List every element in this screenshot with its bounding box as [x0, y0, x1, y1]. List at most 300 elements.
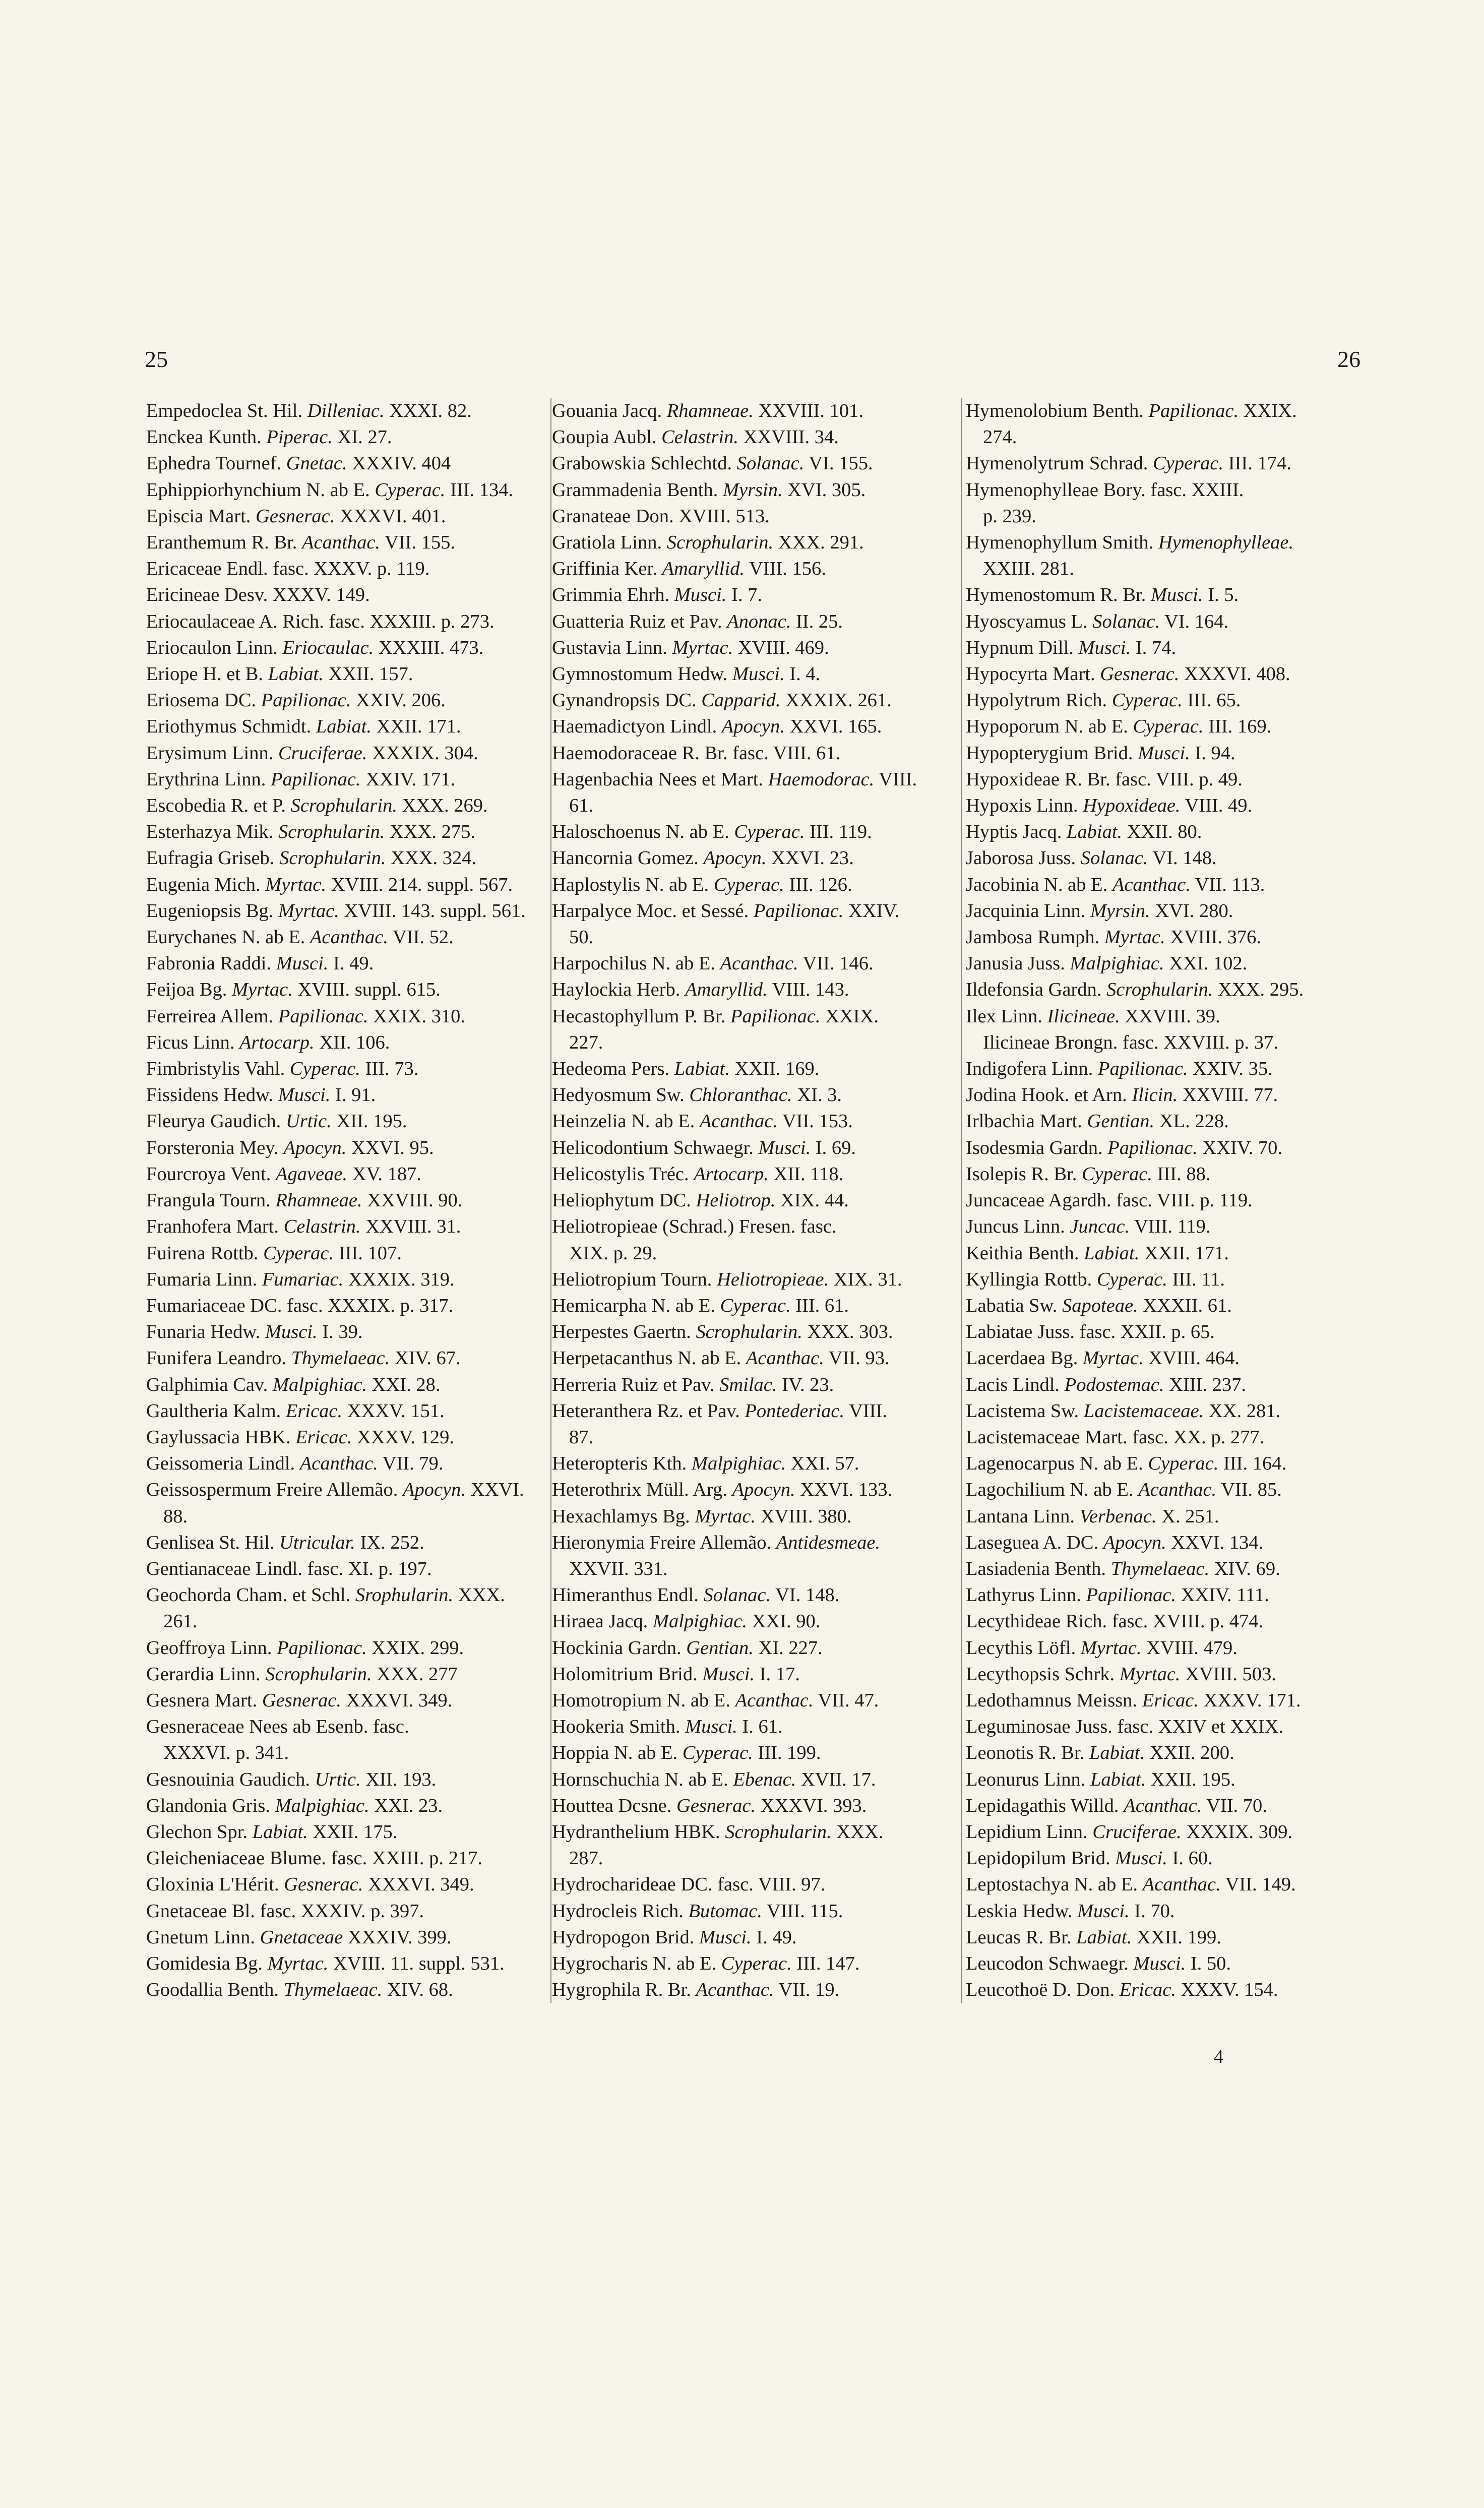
entry-text: 287. [569, 1848, 603, 1869]
entry-text: XXXVI. 401. [335, 505, 446, 527]
entry-text: XXII. 80. [1122, 821, 1202, 843]
index-entry [146, 950, 544, 976]
entry-text: XXIX. [1239, 400, 1297, 421]
entry-text: Lacis Lindl. [966, 1374, 1065, 1395]
entry-text: Hyptis Jacq. [966, 821, 1067, 843]
entry-text: Leucas R. Br. [966, 1926, 1077, 1948]
index-entry [146, 1635, 544, 1661]
entry-text: Ephippiorhynchium N. ab E. [146, 479, 375, 501]
index-entry [552, 766, 955, 792]
entry-text: Geochorda Cham. et Schl. [146, 1584, 355, 1606]
entry-text: Harpochilus N. ab E. [552, 953, 720, 974]
entry-text: XVI. 305. [782, 479, 866, 501]
entry-text: Feijoa Bg. [146, 979, 232, 1001]
index-entry [146, 845, 544, 871]
entry-text: Lecythideae Rich. fasc. XVIII. p. 474. [966, 1611, 1264, 1632]
index-entry [146, 1687, 544, 1714]
entry-text: XXVI. 165. [784, 716, 882, 738]
entry-text: Himeranthus Endl. [552, 1584, 704, 1606]
index-entry [966, 1345, 1369, 1371]
family-abbrev: Malpighiac. [1070, 953, 1164, 974]
entry-text: Isolepis R. Br. [966, 1163, 1082, 1185]
family-abbrev: Acanthac. [699, 1111, 778, 1132]
index-entry [146, 1108, 544, 1134]
index-entry [552, 1372, 955, 1398]
entry-text: Hecastophyllum P. Br. [552, 1005, 730, 1027]
index-entry [552, 635, 955, 661]
entry-text: XXXVI. 393. [756, 1795, 867, 1816]
entry-text: XVIII. suppl. 615. [292, 979, 441, 1001]
family-abbrev: Labiat. [268, 663, 324, 685]
index-entry [552, 950, 955, 976]
entry-text: Gesneraceae Nees ab Esenb. fasc. [146, 1716, 409, 1738]
index-entry [966, 687, 1369, 713]
entry-text: XXIV. [843, 900, 899, 922]
family-abbrev: Labiat. [316, 716, 372, 738]
entry-text: Hagenbachia Nees et Mart. [552, 768, 768, 790]
entry-text: Hygrophila R. Br. [552, 1979, 696, 2001]
entry-text: III. 126. [784, 874, 852, 895]
family-abbrev: Musci. [276, 953, 329, 974]
family-abbrev: Cyperac. [289, 1058, 360, 1080]
entry-text: Jambosa Rumph. [966, 927, 1104, 948]
index-entry [966, 1661, 1369, 1687]
family-abbrev: Scrophularin. [278, 821, 385, 843]
entry-text: XXIV. 111. [1176, 1584, 1269, 1606]
entry-text: Holomitrium Brid. [552, 1663, 703, 1685]
family-abbrev: Malpighiac. [691, 1453, 786, 1475]
index-entry [146, 1135, 544, 1161]
entry-text: X. 251. [1156, 1505, 1219, 1527]
entry-text: Griffinia Ker. [552, 558, 662, 580]
entry-text: I. 69. [811, 1137, 856, 1158]
family-abbrev: Cyperac. [263, 1242, 334, 1264]
index-entry [146, 1740, 544, 1766]
entry-text: VII. 85. [1216, 1479, 1282, 1501]
index-entry [146, 1503, 544, 1530]
index-entry [552, 1319, 955, 1345]
family-abbrev: Musci. [702, 1663, 755, 1685]
entry-text: Erysimum Linn. [146, 742, 278, 764]
entry-text: 274. [983, 426, 1017, 448]
index-entry [966, 529, 1369, 556]
index-entry [146, 1345, 544, 1371]
family-abbrev: Labiat. [1089, 1742, 1145, 1764]
entry-text: III. 174. [1223, 453, 1291, 474]
entry-text: III. 11. [1167, 1268, 1225, 1290]
entry-text: Haplostylis N. ab E. [552, 874, 714, 895]
family-abbrev: Musci. [278, 1084, 331, 1106]
index-entry [146, 872, 544, 898]
entry-text: XXVIII. 39. [1120, 1005, 1220, 1027]
entry-text: 61. [569, 795, 594, 817]
index-entry [966, 398, 1369, 424]
entry-text: Gleicheniaceae Blume. fasc. XXIII. p. 217. [146, 1848, 483, 1869]
family-abbrev: Musci. [758, 1137, 811, 1158]
entry-text: VIII. 115. [762, 1900, 843, 1922]
index-entry [146, 1003, 544, 1029]
entry-text: Gratiola Linn. [552, 532, 667, 554]
entry-text: III. 107. [334, 1242, 402, 1264]
entry-text: Haloschoenus N. ab E. [552, 821, 734, 843]
family-abbrev: Thymelaeac. [1110, 1558, 1210, 1579]
index-entry [552, 608, 955, 635]
entry-text: III. 134. [445, 479, 514, 501]
index-entry [966, 1635, 1369, 1661]
index-entry [552, 1661, 955, 1687]
entry-text: XXXV. 154. [1176, 1979, 1278, 2001]
entry-text: XVIII. 464. [1143, 1348, 1240, 1369]
family-abbrev: Cyperac. [721, 1952, 792, 1974]
entry-text: Geissomeria Lindl. [146, 1453, 300, 1475]
family-abbrev: Musci. [1150, 584, 1203, 606]
entry-text: XXX. 275. [385, 821, 476, 843]
entry-text: III. 61. [790, 1295, 849, 1316]
family-abbrev: Haemodorac. [768, 768, 875, 790]
entry-text: VIII. [844, 1400, 887, 1422]
entry-text: XX. 281. [1204, 1400, 1281, 1422]
entry-text: Gesnera Mart. [146, 1689, 262, 1711]
index-entry [552, 1898, 955, 1924]
entry-text: Heteranthera Rz. et Pav. [552, 1400, 745, 1422]
index-entry [966, 1977, 1369, 2003]
index-entry [966, 845, 1369, 871]
index-entry [146, 1714, 544, 1740]
index-entry [966, 1477, 1369, 1503]
entry-text: Gaylussacia HBK. [146, 1426, 296, 1448]
index-entry [552, 1450, 955, 1477]
index-entry [552, 713, 955, 740]
entry-text: XVI. 280. [1150, 900, 1233, 922]
index-entry [552, 1293, 955, 1319]
index-entry [552, 1056, 955, 1082]
entry-text: VII. 79. [378, 1453, 444, 1475]
entry-text: Hymenolobium Benth. [966, 400, 1149, 421]
index-entry [966, 1108, 1369, 1134]
index-entry [966, 1056, 1369, 1082]
entry-text: XIX. 31. [829, 1268, 902, 1290]
entry-text: Janusia Juss. [966, 953, 1070, 974]
index-entry [552, 1424, 955, 1450]
family-abbrev: Juncac. [1070, 1216, 1130, 1238]
family-abbrev: Celastrin. [661, 426, 739, 448]
entry-text: Ericineae Desv. XXXV. 149. [146, 584, 370, 606]
family-abbrev: Musci. [685, 1716, 737, 1738]
family-abbrev: Rhamneae. [275, 1190, 362, 1211]
family-abbrev: Utricular. [279, 1532, 355, 1553]
entry-text: XIV. 69. [1209, 1558, 1280, 1579]
entry-text: I. 94. [1190, 742, 1235, 764]
family-abbrev: Scrophularin. [725, 1821, 832, 1843]
family-abbrev: Acanthac. [299, 1453, 378, 1475]
entry-text: Fourcroya Vent. [146, 1163, 276, 1185]
family-abbrev: Myrtac. [672, 637, 733, 658]
index-entry [552, 1187, 955, 1213]
entry-text: XIV. 68. [382, 1979, 453, 2001]
family-abbrev: Myrtac. [695, 1505, 756, 1527]
index-entry [146, 556, 544, 582]
family-abbrev: Gentian. [686, 1637, 754, 1659]
entry-text: XXXIX. 261. [780, 690, 892, 711]
entry-text: I. 17. [755, 1663, 800, 1685]
family-abbrev: Dilleniac. [307, 400, 385, 421]
entry-text: XVIII. 380. [756, 1505, 852, 1527]
entry-text: Gesnouinia Gaudich. [146, 1768, 315, 1790]
index-entry [966, 635, 1369, 661]
index-entry [966, 819, 1369, 845]
entry-text: Goupia Aubl. [552, 426, 662, 448]
entry-text: Jacobinia N. ab E. [966, 874, 1112, 895]
index-entry [146, 1293, 544, 1319]
index-entry [146, 713, 544, 740]
entry-text: Hypnum Dill. [966, 637, 1079, 658]
family-abbrev: Cyperac. [1148, 1453, 1219, 1475]
entry-text: Hexachlamys Bg. [552, 1505, 695, 1527]
entry-text: XII. 195. [331, 1111, 407, 1132]
entry-text: I. 60. [1167, 1848, 1213, 1869]
index-entry [966, 1819, 1369, 1845]
entry-text: Eurychanes N. ab E. [146, 927, 310, 948]
entry-text: Hypolytrum Rich. [966, 690, 1112, 711]
entry-text: Ilicineae Brongn. fasc. XXVIII. p. 37. [983, 1031, 1278, 1053]
family-abbrev: Heliotrop. [696, 1190, 776, 1211]
entry-text: XXXII. 61. [1138, 1295, 1232, 1316]
family-abbrev: Acanthac. [1124, 1795, 1202, 1816]
entry-text: Hypopterygium Brid. [966, 742, 1138, 764]
index-entry [552, 1819, 955, 1845]
entry-text: Heteropteris Kth. [552, 1453, 692, 1475]
family-abbrev: Cyperac. [1133, 716, 1204, 738]
index-entry [552, 1740, 955, 1766]
index-entry [966, 1398, 1369, 1424]
index-entry [966, 872, 1369, 898]
entry-text: I. 70. [1129, 1900, 1175, 1922]
entry-text: XII. 193. [360, 1768, 437, 1790]
entry-text: Gynandropsis DC. [552, 690, 702, 711]
entry-text: XXII. 175. [307, 1821, 398, 1843]
entry-text: Grammadenia Benth. [552, 479, 723, 501]
family-abbrev: Myrtac. [232, 979, 293, 1001]
family-abbrev: Gesnerac. [1100, 663, 1180, 685]
entry-text: Leucothoë D. Don. [966, 1979, 1120, 2001]
entry-text: XXVIII. 101. [753, 400, 863, 421]
entry-text: IX. 252. [355, 1532, 424, 1553]
entry-text: Hymenophylleae Bory. fasc. XXIII. [966, 479, 1244, 501]
entry-text: Eriosema DC. [146, 690, 261, 711]
entry-text: 87. [569, 1426, 594, 1448]
family-abbrev: Labiat. [252, 1821, 308, 1843]
family-abbrev: Cyperac. [682, 1742, 753, 1764]
family-abbrev: Solanac. [1080, 847, 1148, 869]
entry-text: Glandonia Gris. [146, 1795, 275, 1816]
entry-text: XXX. [831, 1821, 884, 1843]
page-number-left: 25 [145, 346, 168, 372]
index-entry [146, 1950, 544, 1977]
index-entry [552, 1977, 955, 2003]
entry-text: Lecythis Löfl. [966, 1637, 1081, 1659]
family-abbrev: Apocyn. [732, 1479, 795, 1501]
family-abbrev: Cyperac. [734, 821, 805, 843]
family-abbrev: Rhamneae. [666, 400, 754, 421]
entry-text: Isodesmia Gardn. [966, 1137, 1108, 1158]
index-entry [966, 1950, 1369, 1977]
index-entry [552, 1924, 955, 1950]
index-entry [966, 556, 1369, 582]
family-abbrev: Papilionac. [1148, 400, 1239, 421]
entry-text: VII. 93. [824, 1348, 890, 1369]
index-entry [552, 1608, 955, 1634]
index-entry [966, 1556, 1369, 1582]
index-entry [966, 976, 1369, 1003]
index-entry [552, 872, 955, 898]
index-entry [552, 1108, 955, 1134]
family-abbrev: Malpighiac. [652, 1611, 747, 1632]
entry-text: XXXIX. 319. [343, 1268, 455, 1290]
index-entry [552, 1530, 955, 1556]
index-entry [966, 1793, 1369, 1819]
index-entry [552, 1871, 955, 1898]
index-entry [146, 1450, 544, 1477]
index-entry [146, 1082, 544, 1108]
entry-text: XXVIII. 31. [360, 1216, 461, 1238]
index-entry [146, 635, 544, 661]
family-abbrev: Thymelaeac. [291, 1348, 390, 1369]
index-entry [966, 1714, 1369, 1740]
index-entry [552, 1082, 955, 1108]
family-abbrev: Hypoxideae. [1083, 795, 1181, 817]
family-abbrev: Acanthac. [746, 1348, 824, 1369]
entry-text: Hoppia N. ab E. [552, 1742, 683, 1764]
entry-text: Lathyrus Linn. [966, 1584, 1086, 1606]
index-entry [552, 1582, 955, 1608]
entry-text: VII. 113. [1190, 874, 1265, 895]
entry-text: Fumariaceae DC. fasc. XXXIX. p. 317. [146, 1295, 454, 1316]
signature-mark: 4 [1214, 2046, 1223, 2067]
entry-text: II. 25. [791, 610, 843, 632]
entry-text: Fissidens Hedw. [146, 1084, 278, 1106]
entry-text: III. 88. [1152, 1163, 1211, 1185]
index-entry [146, 1924, 544, 1950]
entry-text: Fleurya Gaudich. [146, 1111, 286, 1132]
index-column-1 [146, 398, 551, 2003]
entry-text: Eriothymus Schmidt. [146, 716, 316, 738]
entry-text: Lantana Linn. [966, 1505, 1080, 1527]
family-abbrev: Smilac. [719, 1374, 777, 1395]
family-abbrev: Musci. [674, 584, 727, 606]
entry-text: XXVI. 23. [766, 847, 854, 869]
entry-text: VII. 70. [1202, 1795, 1267, 1816]
entry-text: XVIII. 479. [1141, 1637, 1238, 1659]
entry-text: XVIII. 11. suppl. 531. [328, 1952, 505, 1974]
index-entry [146, 1372, 544, 1398]
family-abbrev: Acanthac. [1112, 874, 1191, 895]
entry-text: Gentianaceae Lindl. fasc. XI. p. 197. [146, 1558, 432, 1579]
page-number-right: 26 [1337, 346, 1361, 372]
entry-text: Hemicarpha N. ab E. [552, 1295, 720, 1316]
entry-text: VII. 52. [388, 927, 454, 948]
entry-text: XV. 187. [347, 1163, 422, 1185]
family-abbrev: Ericac. [295, 1426, 352, 1448]
family-abbrev: Thymelaeac. [283, 1979, 383, 2001]
index-entry [966, 608, 1369, 635]
entry-text: XXII. 171. [372, 716, 461, 738]
entry-text: XXIII. 281. [983, 558, 1074, 580]
entry-text: p. 239. [983, 505, 1036, 527]
entry-text: XXXIX. 309. [1181, 1821, 1293, 1843]
entry-text: XIX. p. 29. [569, 1242, 657, 1264]
family-abbrev: Sapoteae. [1062, 1295, 1138, 1316]
entry-text: Ficus Linn. [146, 1031, 240, 1053]
entry-text: XXX. 324. [386, 847, 477, 869]
entry-text: XXIV. 70. [1197, 1137, 1283, 1158]
index-entry [966, 1293, 1369, 1319]
family-abbrev: Musci. [732, 663, 785, 685]
entry-text: Gouania Jacq. [552, 400, 667, 421]
index-entry [966, 740, 1369, 766]
index-entry [146, 1845, 544, 1871]
entry-text: XI. 3. [792, 1084, 842, 1106]
entry-text: Eranthemum R. Br. [146, 532, 302, 554]
entry-text: Gomidesia Bg. [146, 1952, 268, 1974]
entry-text: XXVIII. 77. [1178, 1084, 1278, 1106]
entry-text: XI. 27. [332, 426, 392, 448]
entry-text: XVIII. 469. [733, 637, 829, 658]
entry-text: XXVII. 331. [569, 1558, 668, 1579]
family-abbrev: Malpighiac. [272, 1374, 367, 1395]
entry-text: Hancornia Gomez. [552, 847, 704, 869]
entry-text: VI. 164. [1159, 610, 1229, 632]
entry-text: VIII. 119. [1130, 1216, 1211, 1238]
family-abbrev: Papilionac. [753, 900, 844, 922]
family-abbrev: Agaveae. [275, 1163, 348, 1185]
index-entry [146, 687, 544, 713]
entry-text: XXXVI. 349. [363, 1874, 474, 1895]
entry-text: Juncus Linn. [966, 1216, 1070, 1238]
family-abbrev: Acanthac. [310, 927, 389, 948]
entry-text: Fimbristylis Vahl. [146, 1058, 290, 1080]
family-abbrev: Musci. [265, 1321, 318, 1343]
entry-text: VII. 153. [777, 1111, 853, 1132]
entry-text: Fabronia Raddi. [146, 953, 276, 974]
entry-text: XXXIX. 304. [367, 742, 478, 764]
family-abbrev: Papilionac. [270, 768, 361, 790]
entry-text: VII. 47. [813, 1689, 879, 1711]
index-entry [552, 1950, 955, 1977]
family-abbrev: Papilionac. [1097, 1058, 1188, 1080]
index-entry [146, 924, 544, 950]
entry-text: Funaria Hedw. [146, 1321, 265, 1343]
entry-text: XXI. 90. [747, 1611, 821, 1632]
index-entry [146, 976, 544, 1003]
entry-text: 88. [163, 1505, 188, 1527]
index-entry [966, 924, 1369, 950]
family-abbrev: Myrtac. [1080, 1637, 1142, 1659]
entry-text: XXXVI. 349. [341, 1689, 453, 1711]
entry-text: Hypoxis Linn. [966, 795, 1083, 817]
index-entry [966, 450, 1369, 476]
entry-text: XIX. 44. [775, 1190, 849, 1211]
index-entry [146, 819, 544, 845]
entry-text: Hypoporum N. ab E. [966, 716, 1133, 738]
entry-text: Lepidagathis Willd. [966, 1795, 1124, 1816]
entry-text: Houttea Dcsne. [552, 1795, 676, 1816]
entry-text: Frangula Tourn. [146, 1190, 276, 1211]
entry-text: VI. 155. [804, 453, 873, 474]
index-entry [146, 1608, 544, 1634]
index-entry [552, 1845, 955, 1871]
index-entry [966, 766, 1369, 792]
entry-text: III. 169. [1203, 716, 1272, 738]
